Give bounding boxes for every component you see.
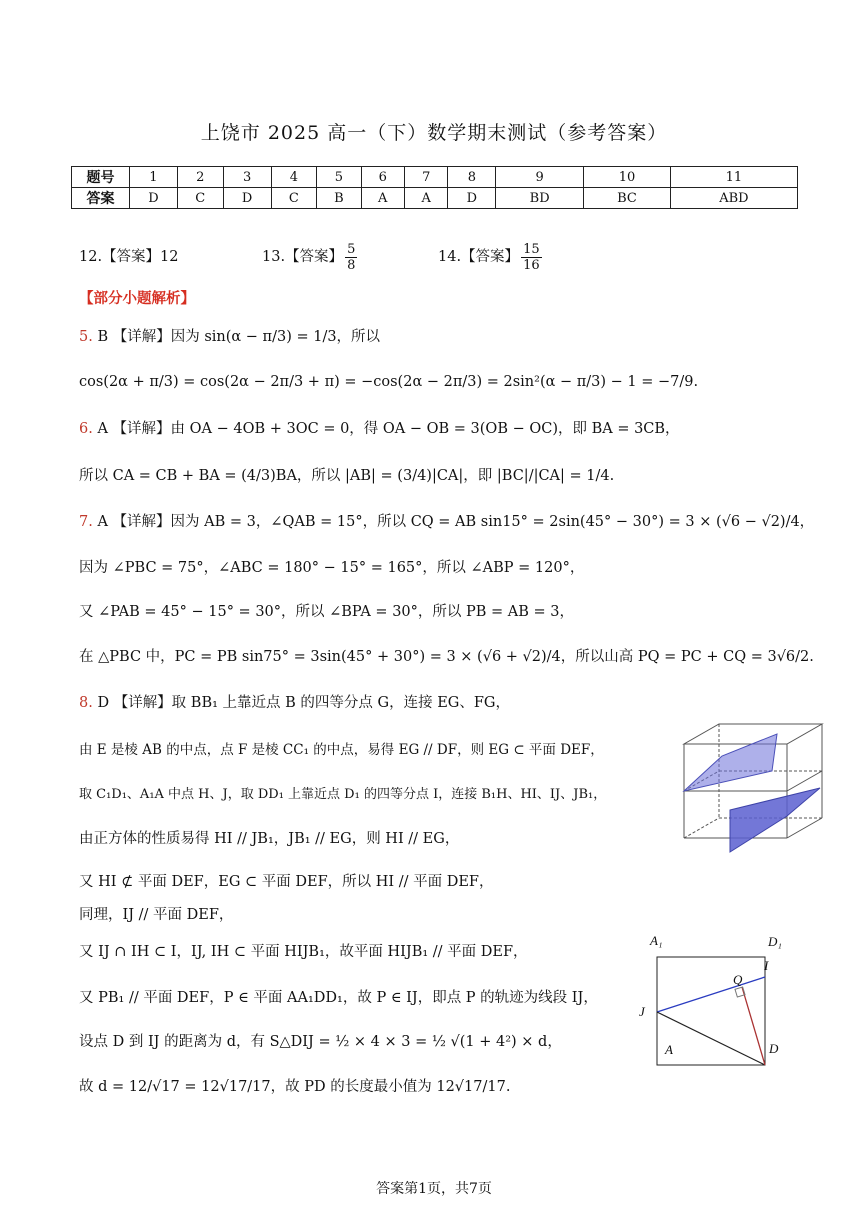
table-row: [72, 188, 798, 209]
answer-cell: BD: [496, 188, 584, 209]
q8-text: D 【详解】取 BB₁ 上靠近点 B 的四等分点 G，连接 EG、FG，: [97, 695, 511, 711]
cube-top-face: [684, 724, 822, 744]
question-number: 11: [670, 167, 797, 188]
answer-q13: [262, 240, 359, 274]
answer-cell: D: [223, 188, 271, 209]
label-a1: A₁: [650, 933, 663, 948]
q7-label: 7.: [79, 514, 93, 530]
answer-cell: A: [404, 188, 447, 209]
q5-text: B 【详解】因为 sin(α − π/3) = 1/3，所以: [97, 329, 381, 345]
question-number: 6: [361, 167, 404, 188]
question-number: 1: [130, 167, 178, 188]
answer-cell: B: [317, 188, 361, 209]
answer-q14-label: 14.【答案】: [438, 249, 520, 265]
label-d: D: [769, 1041, 779, 1056]
answer-table: [71, 166, 798, 209]
cube-figure: [672, 712, 832, 860]
answer-cell: BC: [584, 188, 671, 209]
q7-line3: 又 ∠PAB = 45° − 15° = 30°，所以 ∠BPA = 30°，所以 PB = AB = 3，: [79, 604, 575, 620]
page-title: 上饶市 2025 高一（下）数学期末测试（参考答案）: [200, 122, 668, 144]
face-figure: [636, 930, 796, 1070]
question-number: 8: [448, 167, 496, 188]
fraction-numerator: 5: [347, 241, 356, 257]
q8-line6: 同理，IJ // 平面 DEF，: [79, 907, 234, 923]
fraction-denominator: 8: [347, 257, 356, 273]
answer-cell: ABD: [670, 188, 797, 209]
segment-jd: [657, 1012, 765, 1065]
page-footer: 答案第1页，共7页: [376, 1181, 492, 1197]
label-j: J: [639, 1004, 645, 1019]
plane-hijb1: [684, 734, 777, 791]
q5-line2: cos(2α + π/3) = cos(2α − 2π/3 + π) = −cos(2α − 2π/3) = 2sin²(α − π/3) − 1 = −7/9.: [79, 374, 699, 390]
fraction-denominator: 16: [523, 257, 540, 273]
segment-qd: [742, 987, 765, 1065]
q7-line2: 因为 ∠PBC = 75°，∠ABC = 180° − 15° = 165°，所以 ∠ABP = 120°，: [79, 560, 585, 576]
q8-line8: 又 PB₁ // 平面 DEF，P ∈ 平面 AA₁DD₁，故 P ∈ IJ，即点 P 的轨迹为线段 IJ，: [79, 990, 598, 1006]
label-d1: D₁: [768, 934, 782, 949]
answer-q13-label: 13.【答案】: [262, 249, 344, 265]
answer-cell: D: [130, 188, 178, 209]
q8-line5: 又 HI ⊄ 平面 DEF，EG ⊂ 平面 DEF，所以 HI // 平面 DEF，: [79, 874, 494, 890]
answer-cell: D: [448, 188, 496, 209]
answer-cell: C: [271, 188, 317, 209]
q8-line7: 又 IJ ∩ IH ⊂ I，IJ, IH ⊂ 平面 HIJB₁，故平面 HIJB₁ // 平面 DEF，: [79, 944, 528, 960]
q8-line4: 由正方体的性质易得 HI // JB₁，JB₁ // EG，则 HI // EG，: [79, 831, 460, 847]
q8-line10: 故 d = 12/√17 = 12√17/17，故 PD 的长度最小值为 12√17/17.: [79, 1079, 511, 1095]
cube-edge: [787, 818, 822, 838]
answer-q12: 12.【答案】12: [79, 249, 179, 265]
q7-line1: [79, 512, 814, 532]
q8-line3: 取 C₁D₁、A₁A 中点 H、J，取 DD₁ 上靠近点 D₁ 的四等分点 I，连接 B₁H、HI、IJ、JB₁，: [79, 787, 607, 802]
question-number: 4: [271, 167, 317, 188]
q7-text: A 【详解】因为 AB = 3，∠QAB = 15°，所以 CQ = AB sin15° = 2sin(45° − 30°) = 3 × (√6 − √2)/4，: [97, 514, 815, 530]
q6-line2: 所以 CA = CB + BA = (4/3)BA，所以 |AB| = (3/4)|CA|，即 |BC|/|CA| = 1/4.: [79, 468, 615, 484]
section-heading: 【部分小题解析】: [79, 290, 195, 307]
q8-line2: 由 E 是棱 AB 的中点，点 F 是棱 CC₁ 的中点，易得 EG // DF，则 EG ⊂ 平面 DEF，: [79, 742, 604, 758]
table-header-label: 题号: [72, 167, 130, 188]
q6-line1: [79, 419, 680, 439]
table-answer-label: 答案: [72, 188, 130, 209]
q6-label: 6.: [79, 421, 93, 437]
q6-text: A 【详解】由 OA − 4OB + 3OC = 0，得 OA − OB = 3(OB − OC)，即 BA = 3CB，: [97, 421, 680, 437]
q7-line4: 在 △PBC 中，PC = PB sin75° = 3sin(45° + 30°) = 3 × (√6 + √2)/4，所以山高 PQ = PC + CQ = 3√6/2.: [79, 649, 814, 665]
cube-hidden-edge: [684, 818, 719, 838]
q8-line1: [79, 693, 510, 713]
table-row: [72, 167, 798, 188]
question-number: 5: [317, 167, 361, 188]
fraction-numerator: 15: [523, 241, 540, 257]
question-number: 9: [496, 167, 584, 188]
answer-cell: A: [361, 188, 404, 209]
question-number: 2: [177, 167, 223, 188]
label-i: I: [764, 958, 769, 973]
question-number: 10: [584, 167, 671, 188]
question-number: 7: [404, 167, 447, 188]
q5-label: 5.: [79, 329, 93, 345]
answer-cell: C: [177, 188, 223, 209]
q5-line1: [79, 327, 380, 347]
q8-label: 8.: [79, 695, 93, 711]
q8-line9: 设点 D 到 IJ 的距离为 d，有 S△DIJ = ½ × 4 × 3 = ½ √(1 + 4²) × d，: [79, 1034, 562, 1050]
label-a: A: [665, 1042, 673, 1057]
segment-ij: [657, 977, 765, 1012]
answer-q13-fraction: [345, 242, 357, 273]
answer-q14-fraction: [521, 242, 542, 273]
plane-def: [730, 788, 820, 852]
cube-mid-line: [787, 771, 822, 791]
answer-q14: [438, 240, 544, 274]
question-number: 3: [223, 167, 271, 188]
label-q: Q: [733, 972, 743, 987]
